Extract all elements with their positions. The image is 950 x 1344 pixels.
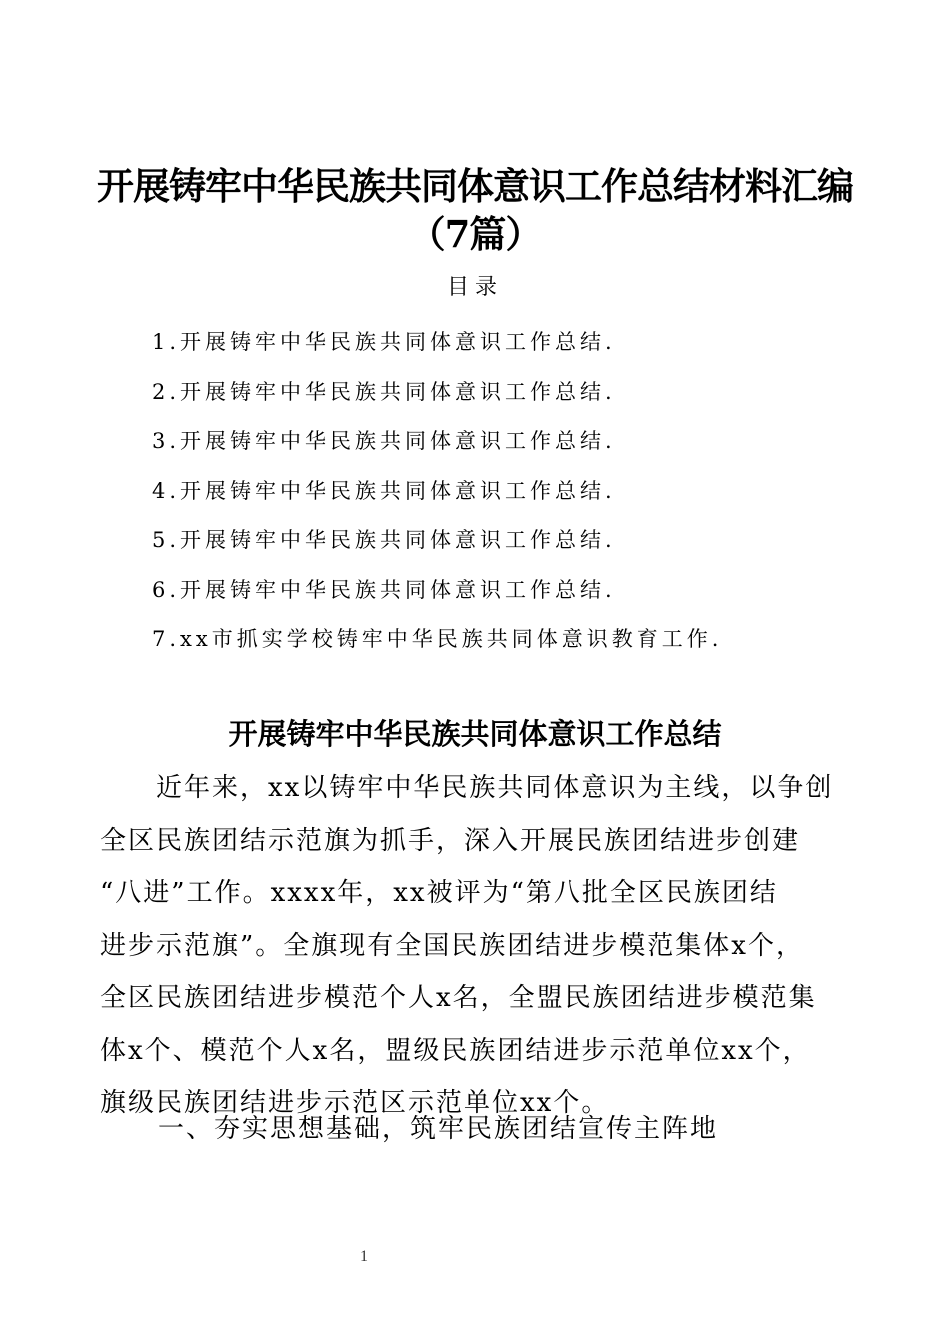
toc-item[interactable]: 1.开展铸牢中华民族共同体意识工作总结.	[152, 330, 616, 354]
paragraph-line: 全区民族团结示范旗为抓手，深入开展民族团结进步创建	[100, 825, 801, 856]
toc-item[interactable]: 3.开展铸牢中华民族共同体意识工作总结.	[152, 429, 616, 453]
paragraph-line: 体x个、模范个人x名，盟级民族团结进步示范单位xx个，	[100, 1035, 811, 1066]
subheading: 一、夯实思想基础，筑牢民族团结宣传主阵地	[158, 1114, 719, 1144]
paragraph-line: “八进”工作。xxxx年，xx被评为“第八批全区民族团结	[100, 878, 778, 908]
toc-heading: 目录	[446, 275, 503, 300]
toc-item[interactable]: 6.开展铸牢中华民族共同体意识工作总结.	[152, 577, 616, 602]
toc-item[interactable]: 2.开展铸牢中华民族共同体意识工作总结.	[152, 379, 616, 404]
toc-item[interactable]: 5.开展铸牢中华民族共同体意识工作总结.	[152, 528, 616, 552]
page-number: 1	[360, 1248, 368, 1265]
section-title: 开展铸牢中华民族共同体意识工作总结	[228, 717, 722, 751]
document-title-count: （7篇）	[408, 212, 542, 256]
table-of-contents	[152, 318, 722, 665]
paragraph-line: 旗级民族团结进步示范区示范单位xx个。	[100, 1088, 610, 1118]
toc-item[interactable]: 4.开展铸牢中华民族共同体意识工作总结.	[152, 478, 616, 503]
paragraph-line: 近年来，xx以铸牢中华民族共同体意识为主线，以争创	[100, 773, 834, 803]
paragraph-line: 全区民族团结进步模范个人x名，全盟民族团结进步模范集	[100, 983, 817, 1013]
body-paragraph	[100, 762, 860, 1130]
toc-item[interactable]: 7.xx市抓实学校铸牢中华民族共同体意识教育工作.	[152, 627, 723, 651]
paragraph-line: 进步示范旗”。全旗现有全国民族团结进步模范集体x个，	[100, 930, 804, 961]
document-title: 开展铸牢中华民族共同体意识工作总结材料汇编	[97, 164, 853, 208]
